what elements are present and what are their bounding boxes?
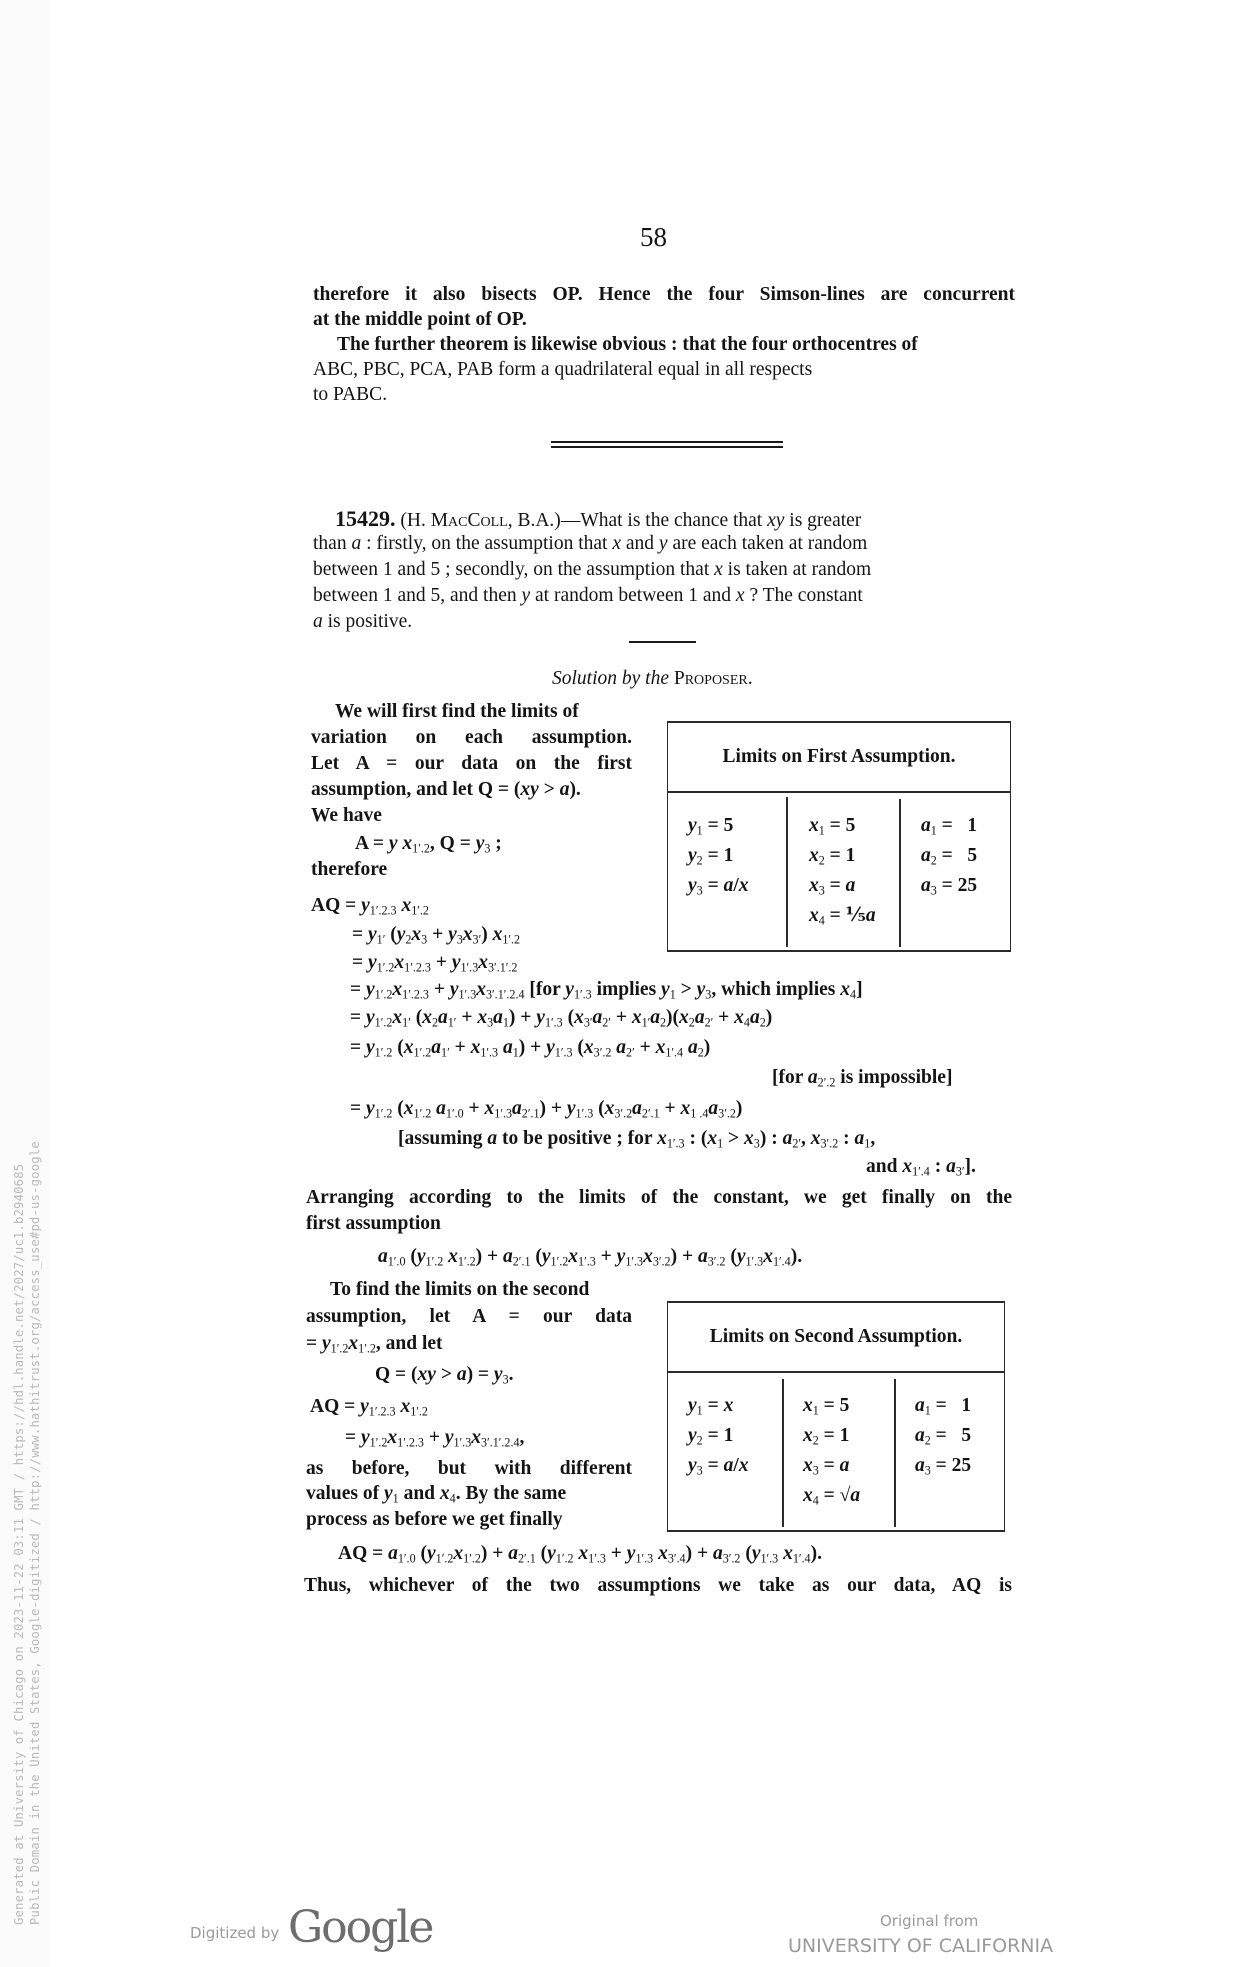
solution-heading: [552, 669, 753, 689]
intro-line: at the middle point of OP.: [313, 309, 527, 330]
original-from-label: Original from: [880, 1912, 979, 1930]
body-line: Arranging according to the limits of the constant, we get finally on the: [306, 1187, 1012, 1208]
body-line: assumption, let A = our data: [306, 1306, 632, 1327]
bracket-note: [for $a_{2'.2}$ is impossible]: [772, 1067, 953, 1090]
problem-line: —What is the chance that xy is greater: [560, 510, 862, 531]
body-line: Let A = our data on the first: [311, 753, 632, 774]
body-line: assumption, and let Q = (xy > a).: [311, 779, 581, 800]
body-line: as before, but with different: [306, 1458, 632, 1479]
bracket-note: [assuming a to be positive ; for $x_{1'.3}$ : $(x_1 > x_3)$ : $a_{2'}$, $x_{3'.2}$ : $a_1$,: [398, 1128, 876, 1151]
equation-line: = $y_{1'.2}$ ($x_{1'.2}$ $a_{1'.0} + x_{1'.3}a_{2'.1}) + y_{1'.3}$ $(x_{3'.2}a_{2'.1} + x_{1 .4}a_{3'.2})$: [350, 1098, 743, 1121]
equation-line: = $y_{1'.2}x_{1'}$ $(x_2a_{1'} + x_3a_1) + y_{1'.3}$ $(x_{3'}a_{2'} + x_{1'}a_2)(x_2a_{2'} + x_4a_2)$: [350, 1007, 773, 1030]
intro-line: therefore it also bisects OP. Hence the four Simson-lines are concurrent: [313, 284, 1015, 305]
problem-line: between 1 and 5, and then y at random between 1 and x ? The constant: [313, 585, 863, 606]
short-rule: [629, 641, 696, 643]
column-divider: [894, 1379, 896, 1527]
table-title: Limits on Second Assumption.: [709, 1326, 963, 1347]
equation-line: = $y_{1'.2}x_{1'.2.3} + y_{1'.3}x_{3'.1'.2}$: [352, 952, 518, 975]
equation-line: = $y_{1'}$ $(y_2x_3 + y_3x_{3'})$ $x_{1'.2}$: [352, 924, 521, 947]
problem-line: between 1 and 5 ; secondly, on the assumption that x is taken at random: [313, 559, 872, 580]
column-divider: [782, 1379, 784, 1527]
problem-line: than a : firstly, on the assumption that x and y are each taken at random: [313, 533, 868, 554]
digitized-by-label: Digitized by: [190, 1924, 280, 1942]
table-cell: $y_1 = 5$: [688, 815, 734, 838]
column-divider: [899, 799, 901, 947]
table-cell: $y_2 = 1$: [688, 1425, 734, 1448]
body-line: To find the limits on the second: [330, 1279, 590, 1300]
table-cell: $x_3 = a$: [803, 1455, 850, 1478]
table-cell: $x_2 = 1$: [809, 845, 856, 868]
bracket-note: and $x_{1'.4}$ : $a_{3'}$].: [866, 1156, 976, 1179]
table-cell: $y_1 = x$: [688, 1395, 734, 1418]
author-open: (H.: [400, 510, 431, 531]
double-rule-top: [551, 441, 783, 443]
equation-line: $Q = (xy > a) = y_3$.: [375, 1364, 514, 1387]
table-cell: $a_1 = 1$: [921, 815, 978, 838]
intro-line: to PABC.: [313, 384, 388, 405]
public-domain-notice: Public Domain in the United States, Google-digitized / http://www.hathitrust.org/access_use#pd-us-google: [28, 1141, 42, 1925]
problem-line: a is positive.: [313, 611, 413, 632]
equation-line: AQ = $y_{1'.2.3}$ $x_{1'.2}$: [311, 895, 429, 918]
problem-number: 15429.: [335, 506, 396, 531]
body-line: first assumption: [306, 1213, 441, 1234]
body-line: process as before we get finally: [306, 1509, 563, 1530]
table-cell: $a_2 = 5$: [915, 1425, 972, 1448]
body-line: therefore: [311, 859, 388, 880]
body-line: variation on each assumption.: [311, 727, 632, 748]
equation-line: = $y_{1'.2}$ ($x_{1'.2}a_{1'} + x_{1'.3}$ $a_1) + y_{1'.3}$ ($x_{3'.2}$ $a_{2'} + x_{1'.4}$ $a_2$): [350, 1037, 711, 1060]
table-cell: $a_3 = 25$: [921, 875, 978, 898]
table-cell: $x_2 = 1$: [803, 1425, 850, 1448]
table-cell: $x_1 = 5$: [809, 815, 856, 838]
table-cell: $x_1 = 5$: [803, 1395, 850, 1418]
table-cell: $y_3 = a/x$: [688, 1455, 749, 1478]
google-logo: Google: [288, 1902, 433, 1953]
institution-label: UNIVERSITY OF CALIFORNIA: [788, 1935, 1054, 1957]
limits-first-table: [667, 721, 1011, 952]
generation-notice: Generated at University of Chicago on 2023-11-22 03:11 GMT / https://hdl.handle.net/2027/uc1.b2940685: [12, 1163, 26, 1925]
table-divider: [668, 791, 1010, 793]
equation-line: A = y $x_{1'.2}$, $Q = y_3$ ;: [355, 833, 502, 856]
table-cell: $a_3 = 25$: [915, 1455, 972, 1478]
table-cell: $y_2 = 1$: [688, 845, 734, 868]
table-cell: $y_3 = a/x$: [688, 875, 749, 898]
result-equation: AQ = $a_{1'.0}$ $(y_{1'.2}x_{1'.2}) + a_{2'.1}$ ($y_{1'.2}$ $x_{1'.3} + y_{1'.3}$ $x_{3'.4}) + a_{3'.2}$ ($y_{1'.3}$ $x_{1'.4}$).: [338, 1543, 822, 1566]
table-title: Limits on First Assumption.: [722, 746, 956, 767]
table-divider: [668, 1371, 1004, 1373]
table-cell: $a_1 = 1$: [915, 1395, 972, 1418]
body-line: We have: [311, 805, 382, 826]
equation-line: = $y_{1'.2}x_{1'.2}$, and let: [306, 1333, 443, 1356]
table-cell: $x_4 = √a$: [803, 1485, 861, 1508]
column-divider: [786, 797, 788, 947]
result-equation: $a_{1'.0}$ ($y_{1'.2}$ $x_{1'.2}) + a_{2'.1}$ $(y_{1'.2}x_{1'.3} + y_{1'.3}x_{3'.2}) + a_{3'.2}$ $(y_{1'.3}x_{1'.4})$.: [378, 1246, 803, 1269]
body-line: Thus, whichever of the two assumptions we take as our data, AQ is: [304, 1575, 1012, 1596]
limits-second-table: [667, 1301, 1005, 1532]
table-cell: $x_3 = a$: [809, 875, 856, 898]
intro-line: ABC, PBC, PCA, PAB form a quadrilateral equal in all respects: [313, 359, 813, 380]
intro-line: The further theorem is likewise obvious : that the four orthocentres of: [337, 334, 918, 355]
solution-heading-italic: Solution by the: [552, 668, 669, 689]
equation-line: = $y_{1'.2}x_{1'.2.3} + y_{1'.3}x_{3'.1'.2.4}$,: [345, 1427, 525, 1450]
author-name: MacColl: [430, 510, 508, 531]
page-number: 58: [640, 222, 667, 252]
problem-first-line: [335, 508, 861, 531]
table-cell: $a_2 = 5$: [921, 845, 978, 868]
body-line: We will first find the limits of: [335, 701, 579, 722]
table-cell: $x_4$ = ⅕a: [809, 905, 876, 928]
body-line: values of $y_1$ and $x_4$. By the same: [306, 1483, 567, 1506]
author-close: , B.A.): [507, 510, 561, 531]
double-rule-bottom: [551, 446, 783, 448]
solution-heading-proposer: Proposer.: [673, 668, 753, 689]
equation-line: = $y_{1'.2}x_{1'.2.3} + y_{1'.3}x_{3'.1'.2.4}$ [for $y_{1'.3}$ implies $y_1 > y_3$, which implies $x_4$]: [350, 979, 863, 1002]
equation-line: AQ = $y_{1'.2.3}$ $x_{1'.2}$: [310, 1396, 428, 1419]
